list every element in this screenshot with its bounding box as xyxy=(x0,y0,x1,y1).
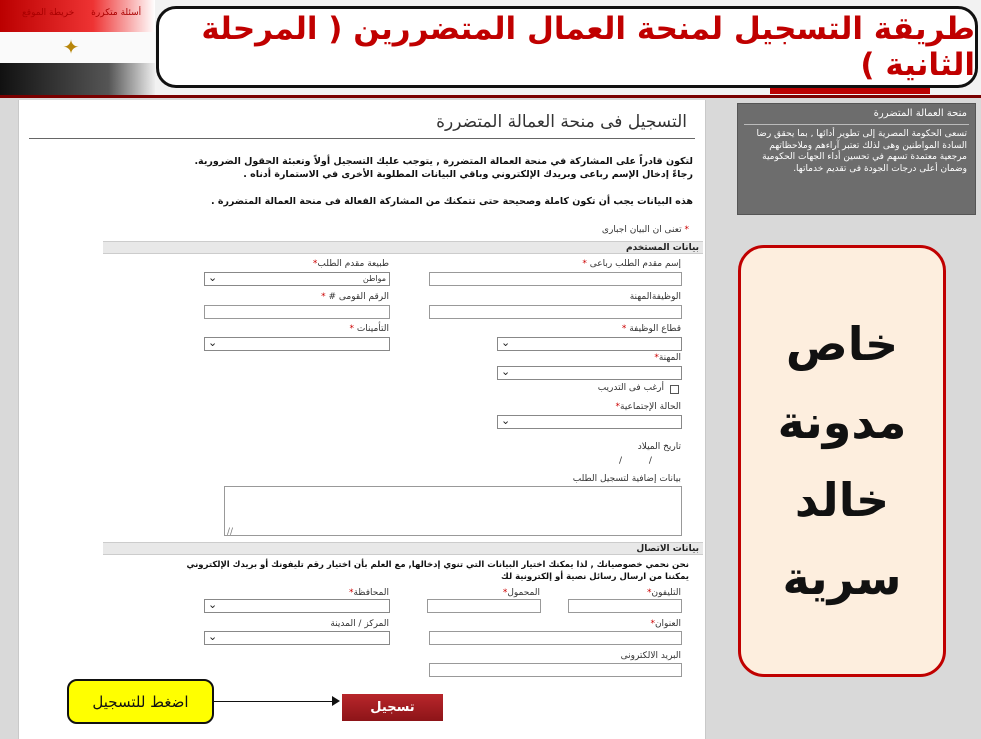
additional-textarea[interactable] xyxy=(224,486,682,536)
mobile-label: المحمول* xyxy=(502,588,540,598)
sidebar-text: تسعى الحكومة المصرية إلى تطوير أدائها , بما يحقق رضا السادة المواطنين وهى لذلك تعتبر آراءهم وملاحظاتهم مرجعية معتمدة تسهم في تحسين أداء الجهات الحكومية وضمان أعلى درجات الجودة فى تقديم خدماتها. xyxy=(756,129,967,174)
job-label: الوظيفةالمهنة xyxy=(629,292,681,302)
center-city-label: المركز / المدينة xyxy=(330,619,389,629)
blog-label-line-1: خاص xyxy=(785,317,899,371)
header-accent-strip xyxy=(770,88,930,94)
section-contact-data: بيانات الاتصال xyxy=(103,542,703,555)
applicant-name-input[interactable] xyxy=(429,272,682,286)
job-input[interactable] xyxy=(429,305,682,319)
eagle-icon: ✦ xyxy=(62,35,80,59)
insurance-select[interactable] xyxy=(204,337,390,351)
address-input[interactable] xyxy=(429,631,682,645)
chevron-down-icon: ⌄ xyxy=(208,271,218,284)
national-id-label: الرقم القومى # * xyxy=(321,292,389,302)
job-sector-label: قطاع الوظيفة * xyxy=(621,324,681,334)
callout-arrow-line xyxy=(214,701,338,702)
chevron-down-icon: ⌄ xyxy=(501,336,511,349)
governorate-select[interactable] xyxy=(204,599,390,613)
chevron-down-icon: ⌄ xyxy=(501,414,511,427)
job-sector-select[interactable] xyxy=(497,337,682,351)
phone-label: التليفون* xyxy=(647,588,681,598)
insurance-label: التأمينات * xyxy=(349,324,389,334)
profession-select[interactable] xyxy=(497,366,682,380)
required-note: * تعنى ان البيان اجبارى xyxy=(601,225,689,235)
chevron-down-icon: ⌄ xyxy=(501,365,511,378)
additional-label: بيانات إضافية لتسجيل الطلب xyxy=(572,474,681,484)
intro-text-1: لتكون قادراً على المشاركة في منحة العمالة المتضررة , يتوجب عليك التسجيل أولاً وتعبئة الحقول الضرورية. xyxy=(194,156,693,167)
blog-label-line-4: سرية xyxy=(782,551,902,605)
sitemap-link[interactable]: خريطة الموقع xyxy=(22,8,75,18)
sidebar-divider xyxy=(744,124,969,125)
section-user-data: بيانات المستخدم xyxy=(103,241,703,254)
email-label: البريد الالكترونى xyxy=(620,651,681,661)
registration-form-panel xyxy=(18,100,706,739)
privacy-text-2: يمكننا من ارسال رسائل نصية أو إلكترونية لك xyxy=(501,572,689,582)
address-label: العنوان* xyxy=(650,619,681,629)
intro-text-2: رجاءً إدخال الإسم رباعى وبريدك الإلكتروني وباقي البيانات المطلوبة الأخرى في الاستمارة أدناه . xyxy=(243,169,693,180)
marital-status-select[interactable] xyxy=(497,415,682,429)
mobile-input[interactable] xyxy=(427,599,541,613)
register-button[interactable]: تسجيل xyxy=(342,694,443,721)
marital-status-label: الحالة الإجتماعية* xyxy=(615,402,681,412)
center-city-select[interactable] xyxy=(204,631,390,645)
birth-date-label: تاريخ الميلاد xyxy=(637,442,681,452)
phone-input[interactable] xyxy=(568,599,682,613)
title-banner xyxy=(156,6,978,88)
training-checkbox[interactable] xyxy=(670,385,679,394)
national-id-input[interactable] xyxy=(204,305,390,319)
sidebar-title: منحة العمالة المتضررة xyxy=(873,108,967,119)
birth-date-input[interactable]: / / xyxy=(619,456,652,466)
banner-title: طريقة التسجيل لمنحة العمال المتضررين ( المرحلة الثانية ) xyxy=(201,11,975,83)
applicant-type-label: طبيعة مقدم الطلب* xyxy=(312,259,389,269)
applicant-name-label: إسم مقدم الطلب رباعى * xyxy=(582,259,681,269)
chevron-down-icon: ⌄ xyxy=(208,336,218,349)
faq-link[interactable]: أسئلة متكررة xyxy=(91,8,142,18)
applicant-type-select[interactable]: ⌄ مواطن xyxy=(204,272,390,286)
sidebar-info-box xyxy=(737,103,976,215)
title-divider xyxy=(29,138,695,139)
profession-label: المهنة* xyxy=(654,353,681,363)
chevron-down-icon: ⌄ xyxy=(208,630,218,643)
register-hint-callout: اضغط للتسجيل xyxy=(67,679,214,724)
privacy-text-1: نحن نحمي خصوصيانك , لذا يمكنك اختيار البيانات التي تنوي إدخالها, مع العلم بأن اختيار رقم تليفونك أو بريدك الإلكتروني xyxy=(186,560,689,570)
arrow-right-icon xyxy=(332,696,340,706)
training-label: أرغب فى التدريب xyxy=(597,383,664,393)
chevron-down-icon: ⌄ xyxy=(208,598,218,611)
intro-text-3: هذه البيانات يجب أن تكون كاملة وصحيحة حتى تتمكنك من المشاركة الفعالة فى منحة العمالة المتضررة . xyxy=(210,196,693,207)
blog-label-line-3: خالد xyxy=(794,473,890,527)
blog-watermark-box xyxy=(738,245,946,677)
top-links xyxy=(8,8,141,18)
governorate-label: المحافظة* xyxy=(348,588,389,598)
resize-grip-icon[interactable]: ∕∕ xyxy=(227,527,234,537)
form-title: التسجيل فى منحة العمالة المتضررة xyxy=(436,112,687,132)
blog-label-line-2: مدونة xyxy=(777,395,907,449)
email-input[interactable] xyxy=(429,663,682,677)
